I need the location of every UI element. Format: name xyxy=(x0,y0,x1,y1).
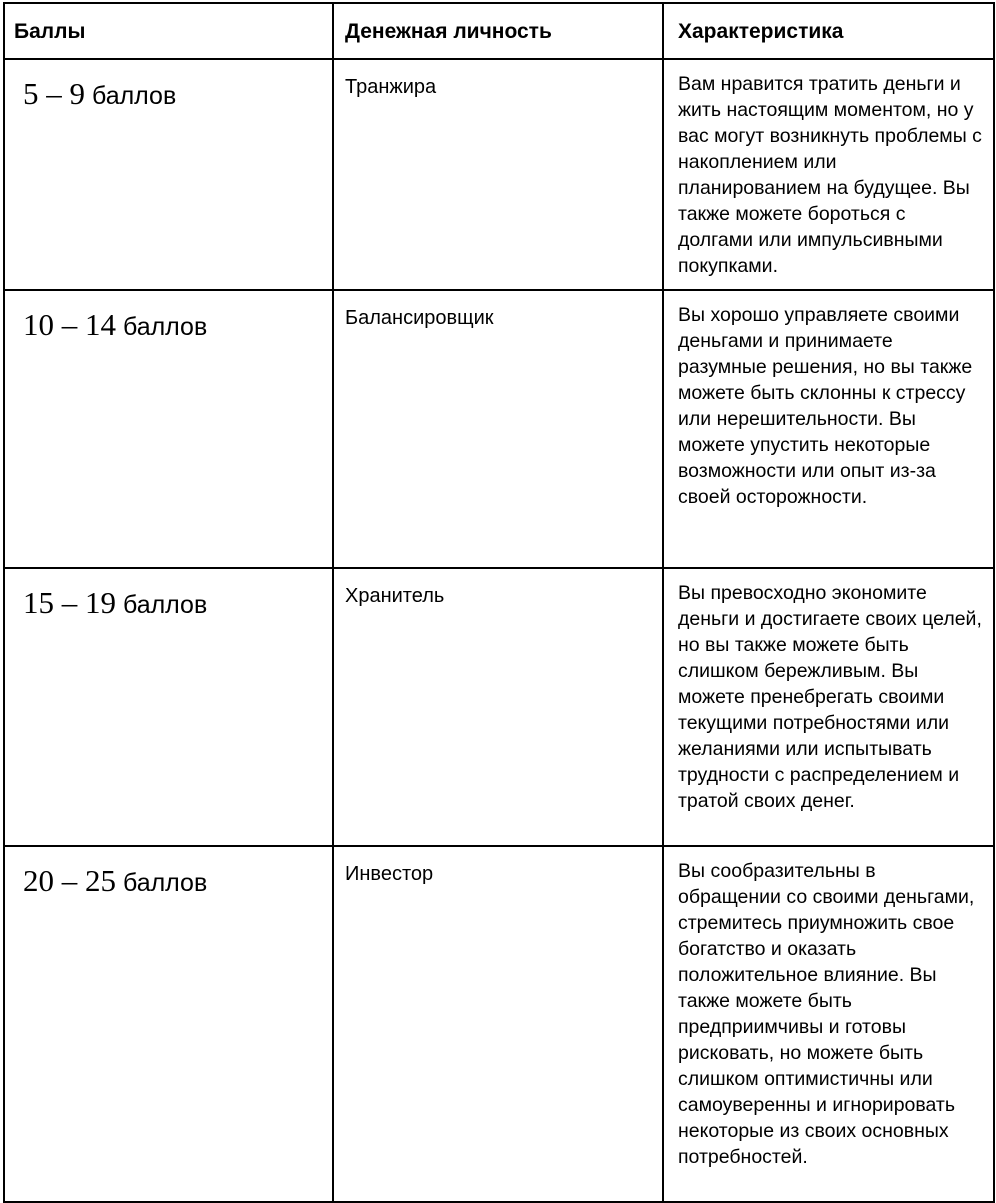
persona-cell xyxy=(333,59,663,290)
score-range-number: 20 – 25 xyxy=(23,863,116,898)
persona-cell xyxy=(333,846,663,1202)
table-row xyxy=(4,290,994,568)
persona-description: Вы хорошо управляете своими деньгами и принимаете разумные решения, но вы также можете быть склонны к стрессу или нерешительности. Вы можете упустить некоторые возможности или опыт из-за своей осторожности. xyxy=(678,304,973,508)
description-cell xyxy=(663,290,994,568)
header-cell-persona xyxy=(333,3,663,59)
score-range-unit: баллов xyxy=(116,591,208,619)
score-cell xyxy=(4,290,333,568)
persona-description: Вы сообразительны в обращении со своими деньгами, стремитесь приумножить свое богатство и оказать положительное влияние. Вы также можете быть предприимчивы и готовы рисковать, но можете быть слишком оптимистичны или самоуверенны и игнорировать некоторые из своих основных потребностей. xyxy=(678,860,975,1168)
table-header-row xyxy=(4,3,994,59)
persona-name: Транжира xyxy=(345,76,437,98)
score-range-unit: баллов xyxy=(85,82,177,110)
money-personality-table xyxy=(3,2,995,1203)
persona-description: Вам нравится тратить деньги и жить настоящим моментом, но у вас могут возникнуть проблемы с накоплением или планированием на будущее. Вы также можете бороться с долгами или импульсивными покупками. xyxy=(678,73,982,277)
description-cell xyxy=(663,846,994,1202)
score-range-number: 10 – 14 xyxy=(23,307,116,342)
header-score-label: Баллы xyxy=(14,20,86,43)
score-cell xyxy=(4,568,333,846)
description-cell xyxy=(663,59,994,290)
header-cell-score xyxy=(4,3,333,59)
score-range-unit: баллов xyxy=(116,869,208,897)
persona-name: Инвестор xyxy=(345,863,434,885)
header-persona-label: Денежная личность xyxy=(345,20,552,43)
score-range-number: 15 – 19 xyxy=(23,585,116,620)
score-range xyxy=(5,291,332,344)
persona-name: Балансировщик xyxy=(345,307,494,329)
persona-cell xyxy=(333,568,663,846)
score-range-unit: баллов xyxy=(116,313,208,341)
persona-cell xyxy=(333,290,663,568)
document-page xyxy=(3,2,993,1203)
persona-description: Вы превосходно экономите деньги и достигаете своих целей, но вы также можете быть слишком бережливым. Вы можете пренебрегать своими текущими потребностями или желаниями или испытывать трудности с распределением и тратой своих денег. xyxy=(678,582,982,812)
table-row xyxy=(4,59,994,290)
header-description-label: Характеристика xyxy=(678,20,844,43)
table-row xyxy=(4,846,994,1202)
table-row xyxy=(4,568,994,846)
score-cell xyxy=(4,59,333,290)
description-cell xyxy=(663,568,994,846)
score-range-number: 5 – 9 xyxy=(23,76,85,111)
persona-name: Хранитель xyxy=(345,585,445,607)
score-cell xyxy=(4,846,333,1202)
score-range xyxy=(5,569,332,622)
score-range xyxy=(5,847,332,900)
header-cell-description xyxy=(663,3,994,59)
score-range xyxy=(5,60,332,113)
